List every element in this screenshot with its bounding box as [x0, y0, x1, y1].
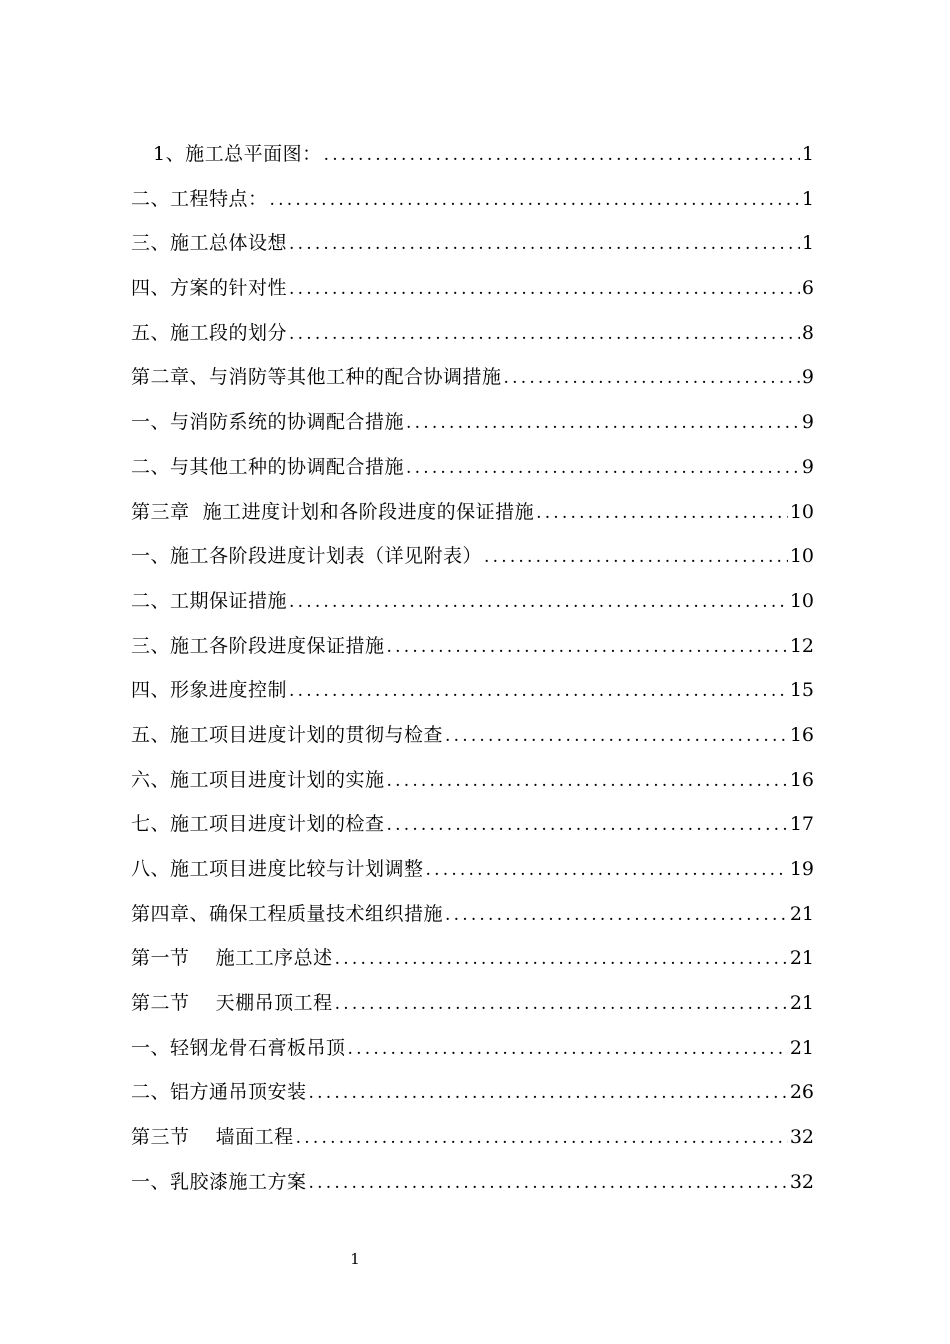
- toc-entry-title: 六、施工项目进度计划的实施: [131, 768, 385, 791]
- toc-entry-title: 三、施工总体设想: [131, 232, 288, 255]
- toc-entry-page: 26: [789, 1081, 814, 1104]
- toc-entry[interactable]: [131, 940, 814, 985]
- toc-entry[interactable]: [131, 494, 814, 539]
- toc-entry-title: 三、施工各阶段进度保证措施: [131, 634, 385, 657]
- toc-dot-leader: [387, 763, 788, 799]
- toc-dot-leader: [536, 495, 788, 531]
- toc-entry-page: 32: [789, 1170, 814, 1193]
- toc-entry[interactable]: [131, 1119, 814, 1164]
- toc-entry[interactable]: [131, 806, 814, 851]
- toc-dot-leader: [309, 1075, 788, 1111]
- toc-entry-page: 8: [801, 321, 814, 344]
- toc-dot-leader: [289, 673, 788, 709]
- toc-entry-page: 32: [789, 1126, 814, 1149]
- toc-entry-page: 19: [789, 858, 814, 880]
- toc-entry[interactable]: [131, 672, 814, 717]
- toc-entry-title: 二、工期保证措施: [131, 589, 288, 612]
- toc-dot-leader: [484, 539, 788, 575]
- toc-entry-page: 10: [789, 545, 814, 568]
- toc-entry-title: 七、施工项目进度计划的检查: [131, 813, 385, 836]
- toc-dot-leader: [289, 584, 788, 620]
- toc-entry-title: 五、施工项目进度计划的贯彻与检查: [131, 723, 444, 746]
- toc-entry-title: 四、方案的针对性: [131, 277, 288, 300]
- toc-entry-title: 第二节 天棚吊顶工程: [131, 992, 333, 1015]
- toc-entry-title: 一、轻钢龙骨石膏板吊顶: [131, 1036, 346, 1059]
- toc-entry-page: 9: [801, 366, 814, 389]
- toc-entry-title: 一、施工各阶段进度计划表（详见附表）: [131, 545, 483, 568]
- toc-entry-title: 第二章、与消防等其他工种的配合协调措施: [131, 366, 502, 389]
- toc-dot-leader: [270, 182, 800, 218]
- toc-entry[interactable]: [131, 181, 814, 226]
- toc-entry-title: 二、与其他工种的协调配合措施: [131, 455, 405, 478]
- toc-entry-page: 1: [801, 232, 814, 255]
- toc-entry-page: 1: [801, 143, 814, 165]
- toc-entry-title: 四、形象进度控制: [131, 679, 288, 702]
- toc-dot-leader: [406, 450, 800, 486]
- toc-entry-title: 第四章、确保工程质量技术组织措施: [131, 902, 444, 925]
- toc-entry[interactable]: [131, 1030, 814, 1075]
- toc-entry-page: 6: [801, 277, 814, 300]
- toc-entry[interactable]: [131, 1074, 814, 1119]
- toc-entry-page: 15: [789, 679, 814, 702]
- toc-entry[interactable]: [131, 359, 814, 404]
- toc-entry[interactable]: [131, 851, 814, 896]
- toc-entry-title: 第一节 施工工序总述: [131, 947, 333, 970]
- footer-page-number: 1: [350, 1250, 360, 1268]
- toc-entry[interactable]: [131, 404, 814, 449]
- toc-dot-leader: [324, 137, 800, 173]
- toc-entry-page: 16: [789, 768, 814, 791]
- toc-dot-leader: [445, 718, 788, 754]
- toc-entry-title: 一、乳胶漆施工方案: [131, 1170, 307, 1193]
- toc-entry-page: 21: [789, 992, 814, 1015]
- toc-entry[interactable]: [131, 538, 814, 583]
- toc-dot-leader: [387, 807, 788, 843]
- toc-entry-page: 1: [801, 187, 814, 210]
- toc-entry-page: 17: [789, 813, 814, 836]
- toc-entry[interactable]: [131, 896, 814, 941]
- toc-entry[interactable]: [131, 762, 814, 807]
- toc-entry[interactable]: [131, 449, 814, 494]
- toc-entry-title: 一、与消防系统的协调配合措施: [131, 411, 405, 434]
- toc-entry[interactable]: [131, 315, 814, 360]
- toc-dot-leader: [335, 941, 788, 977]
- table-of-contents: [131, 136, 814, 1209]
- toc-dot-leader: [289, 316, 800, 352]
- toc-entry-page: 21: [789, 902, 814, 925]
- toc-dot-leader: [296, 1120, 788, 1156]
- toc-entry-title: 1、施工总平面图：: [153, 143, 322, 165]
- toc-entry-page: 9: [801, 455, 814, 478]
- toc-entry-title: 第三章 施工进度计划和各阶段进度的保证措施: [131, 500, 535, 523]
- toc-entry-page: 21: [789, 947, 814, 970]
- toc-entry[interactable]: [131, 225, 814, 270]
- toc-entry-page: 12: [789, 634, 814, 657]
- toc-entry-title: 五、施工段的划分: [131, 321, 288, 344]
- toc-entry[interactable]: [131, 1164, 814, 1209]
- toc-entry-page: 21: [789, 1036, 814, 1059]
- toc-dot-leader: [387, 629, 788, 665]
- toc-entry-title: 八、施工项目进度比较与计划调整: [131, 858, 424, 880]
- toc-entry-page: 10: [789, 500, 814, 523]
- toc-dot-leader: [289, 226, 800, 262]
- toc-entry-page: 9: [801, 411, 814, 434]
- toc-dot-leader: [309, 1165, 788, 1201]
- toc-entry[interactable]: [131, 136, 814, 181]
- toc-entry[interactable]: [131, 717, 814, 762]
- toc-entry-page: 10: [789, 589, 814, 612]
- toc-entry[interactable]: [131, 583, 814, 628]
- toc-entry[interactable]: [131, 985, 814, 1030]
- toc-entry-page: 16: [789, 723, 814, 746]
- toc-entry-title: 二、工程特点：: [131, 187, 268, 210]
- toc-entry[interactable]: [131, 628, 814, 673]
- toc-dot-leader: [504, 360, 800, 396]
- toc-dot-leader: [289, 271, 800, 307]
- toc-dot-leader: [406, 405, 800, 441]
- toc-dot-leader: [335, 986, 788, 1022]
- toc-entry-title: 第三节 墙面工程: [131, 1126, 294, 1149]
- toc-dot-leader: [348, 1031, 788, 1067]
- toc-entry[interactable]: [131, 270, 814, 315]
- toc-dot-leader: [426, 852, 788, 888]
- toc-dot-leader: [445, 897, 788, 933]
- toc-entry-title: 二、铝方通吊顶安装: [131, 1081, 307, 1104]
